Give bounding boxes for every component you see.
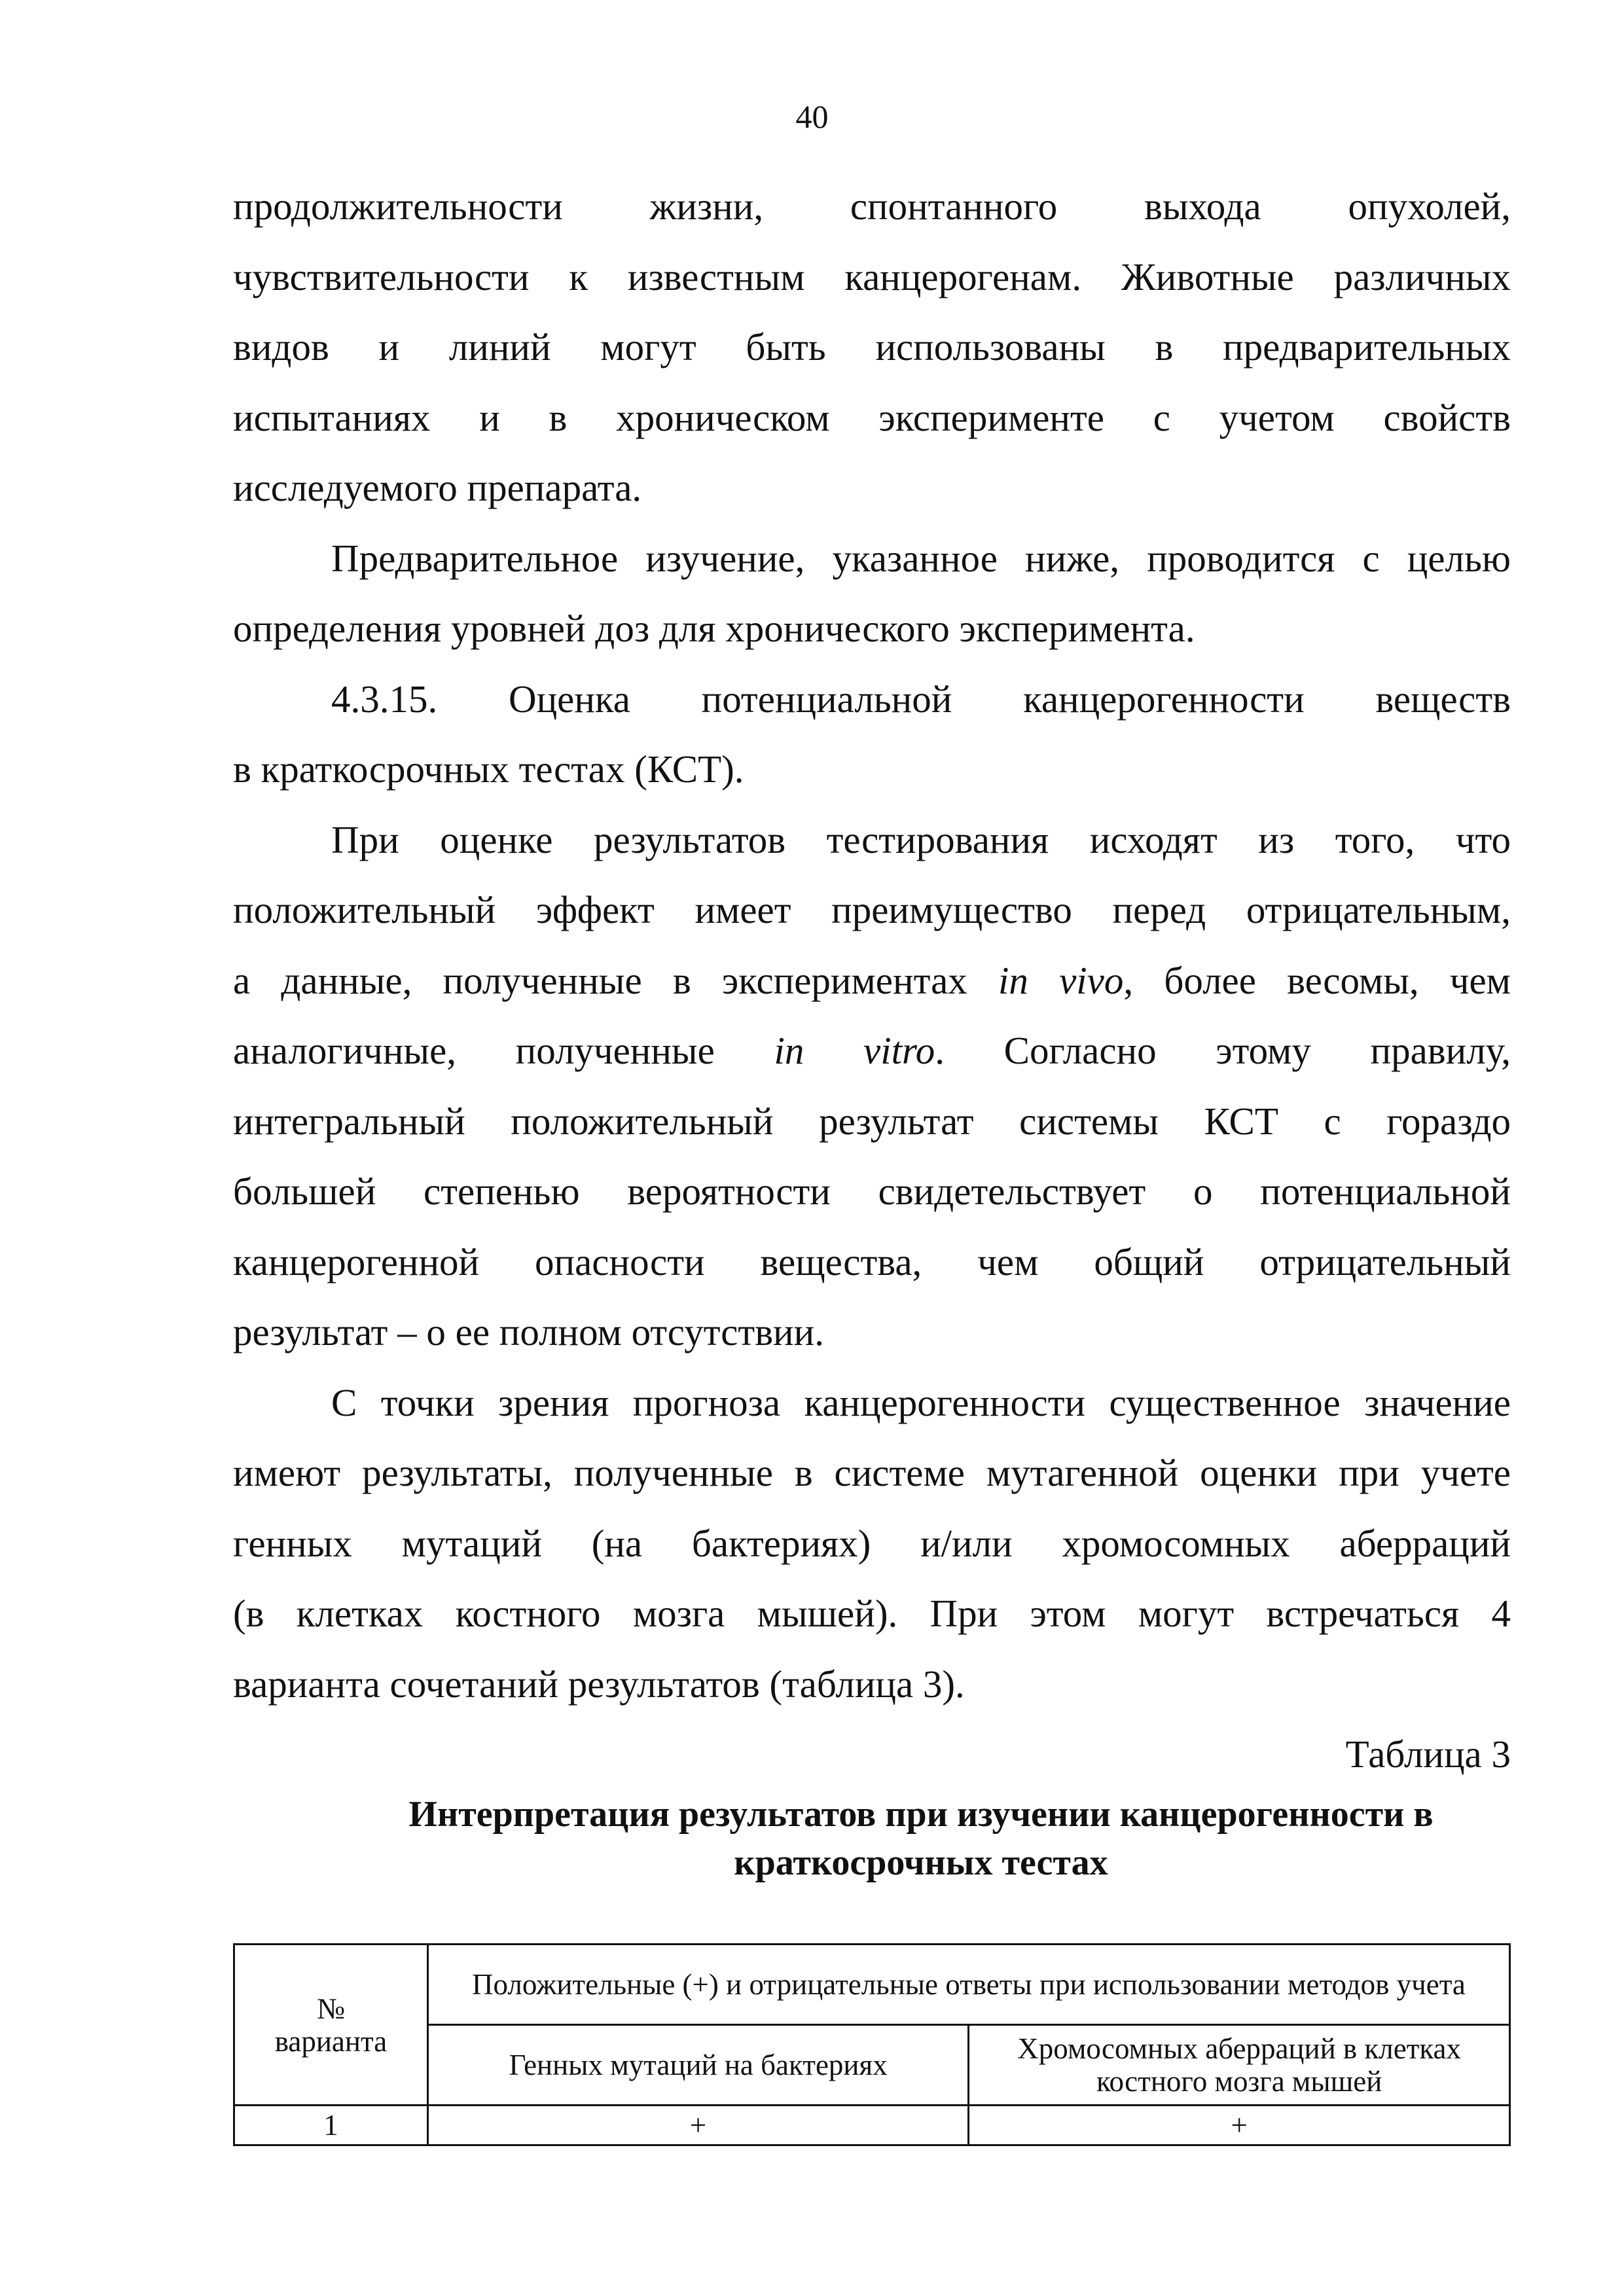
text-line: исследуемого препарата. [233,466,642,509]
table-title-line: Интерпретация результатов при изучении канцерогенности в [408,1793,1434,1835]
text-line: генных мутаций (на бактериях) и/или хромосомных аберраций [233,1521,1511,1565]
italic-term: in vitro [774,1029,935,1072]
text-line: положительный эффект имеет преимущество перед отрицательным, [233,888,1511,931]
text-line: интегральный положительный результат системы КСТ с гораздо [233,1099,1511,1143]
italic-term: in vivo [998,958,1124,1002]
page-number: 40 [795,98,829,135]
text-line: большей степенью вероятности свидетельствует о потенциальной [233,1170,1511,1213]
results-table [233,1943,1511,2146]
text-line: видов и линий могут быть использованы в предварительных [233,325,1511,368]
table-title-line: краткосрочных тестах [734,1842,1108,1883]
text-line: продолжительности жизни, спонтанного выхода опухолей, [233,185,1511,228]
paragraph-1 [233,171,1511,524]
main-text [233,171,1511,1887]
text-line: (в клетках костного мозга мышей). При этом могут встречаться 4 [233,1592,1511,1635]
table-header-row [234,1945,1510,2025]
header-method-group: Положительные (+) и отрицательные ответы при использовании методов учета [427,1945,1509,2025]
text-line: С точки зрения прогноза канцерогенности существенное значение [331,1380,1511,1424]
text-run: а данные, полученные в экспериментах [233,958,998,1002]
text-line: результат – о ее полном отсутствии. [233,1310,824,1354]
paragraph-section-heading [233,664,1511,805]
header-chromosome-aberrations: Хромосомных аберраций в клетках костного мозга мышей [969,2025,1510,2106]
header-gene-mutations: Генных мутаций на бактериях [427,2025,968,2106]
text-run: , более весомы, чем [1123,958,1511,1002]
text-line: канцерогенной опасности вещества, чем общий отрицательный [233,1240,1511,1283]
cell-gene-result: + [427,2106,968,2145]
section-heading-line: в краткосрочных тестах (КСТ). [233,747,744,791]
paragraph-2 [233,524,1511,664]
paragraph-5 [233,1368,1511,1720]
table-title [233,1790,1511,1887]
text-line [233,946,1511,1016]
text-line: Предварительное изучение, указанное ниже, проводится с целью [331,536,1511,580]
text-line: определения уровней доз для хронического эксперимента. [233,607,1195,650]
table-label: Таблица 3 [1345,1732,1511,1776]
text-line [233,1016,1511,1086]
paragraph-4 [233,805,1511,1368]
header-variant-number: № варианта [234,1945,428,2106]
cell-chrom-result: + [969,2106,1510,2145]
cell-variant: 1 [234,2106,428,2145]
text-run: . Согласно этому правилу, [935,1029,1511,1072]
table-row [234,2106,1510,2145]
text-line: варианта сочетаний результатов (таблица 3). [233,1662,965,1706]
text-line: При оценке результатов тестирования исходят из того, что [331,817,1511,861]
text-line: чувствительности к известным канцерогенам. Животные различных [233,255,1511,298]
text-line: имеют результаты, полученные в системе мутагенной оценки при учете [233,1451,1511,1494]
section-heading-line: 4.3.15. Оценка потенциальной канцерогенности веществ [331,677,1511,721]
text-run: аналогичные, полученные [233,1029,774,1072]
text-line: испытаниях и в хроническом эксперименте с учетом свойств [233,395,1511,439]
